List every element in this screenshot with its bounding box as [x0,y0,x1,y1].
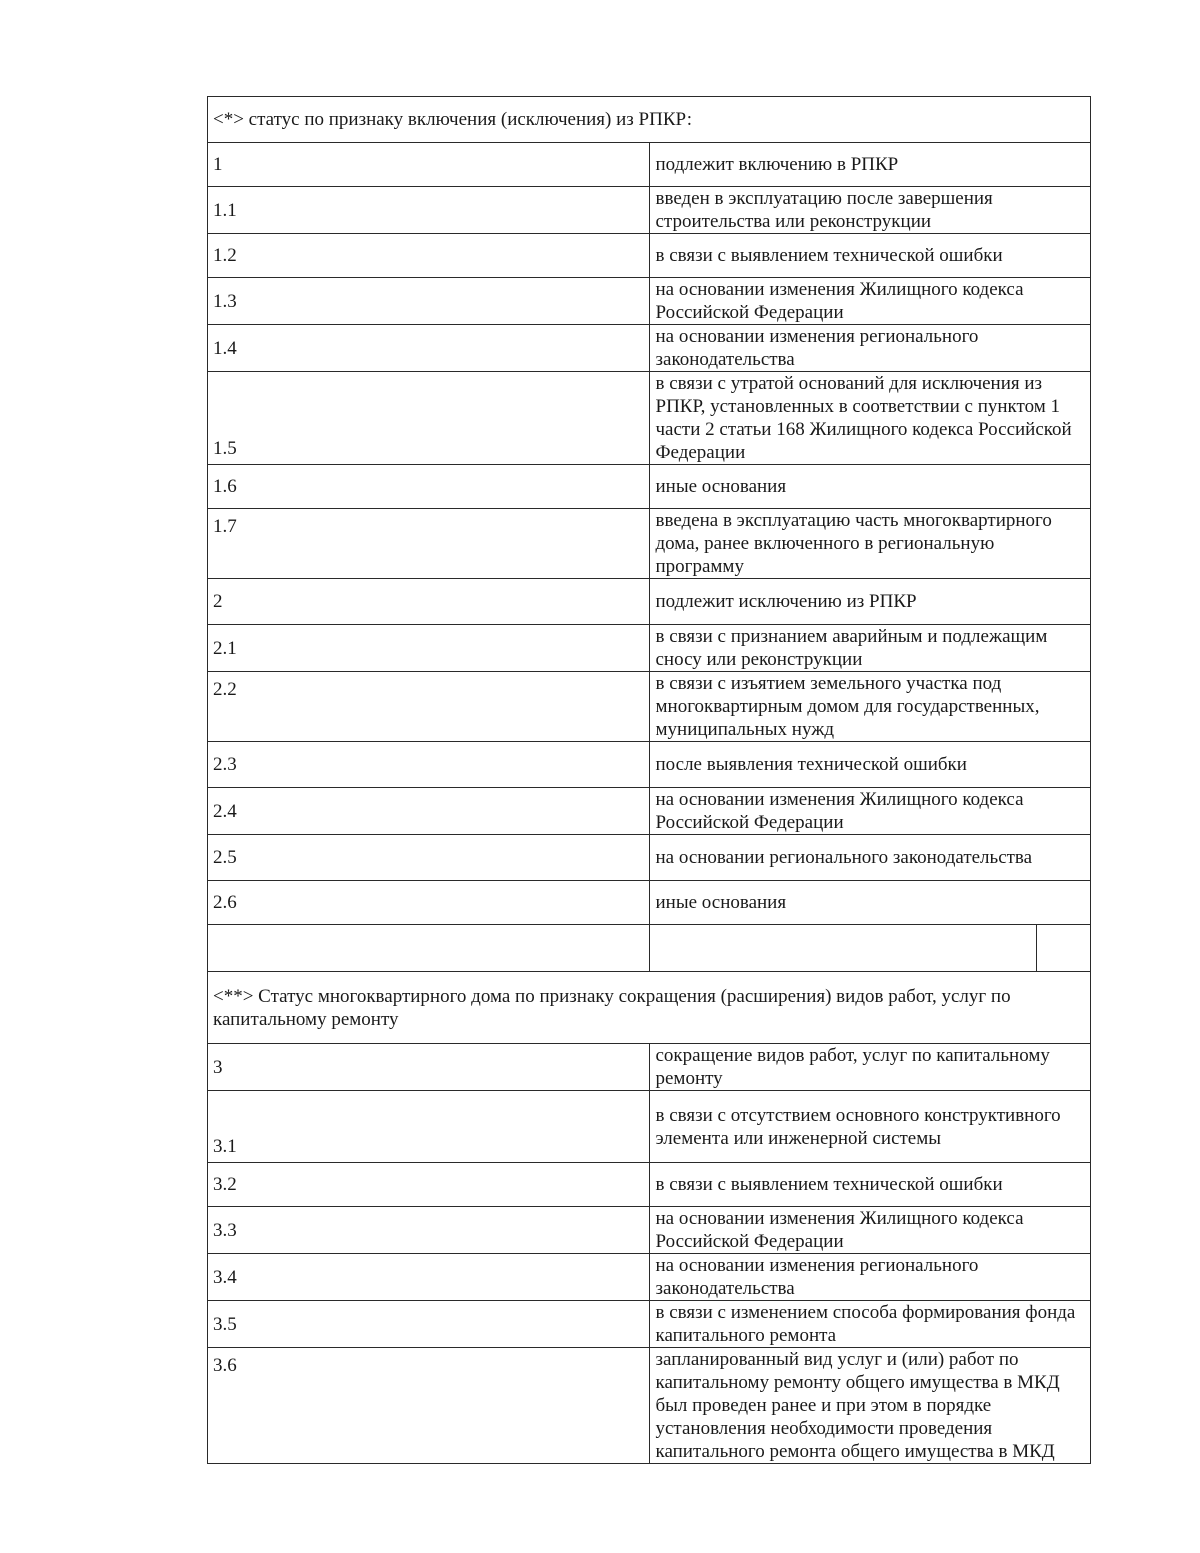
row-text: на основании регионального законодательства [649,835,1091,881]
row-text: в связи с изъятием земельного участка под многоквартирным домом для государственных, муниципальных нужд [649,672,1091,742]
row-code: 2.1 [208,625,650,672]
row-text: запланированный вид услуг и (или) работ по капитальному ремонту общего имущества в МКД был проведен ранее и при этом в порядке установления необходимости проведения капитального ремонта общего имущества в МКД [649,1348,1091,1464]
table-row [208,881,1091,925]
table-row [208,672,1091,742]
row-code: 1.7 [208,509,650,579]
row-text: иные основания [649,465,1091,509]
table-row [208,143,1091,187]
row-text: в связи с признанием аварийным и подлежащим сносу или реконструкции [649,625,1091,672]
row-code: 3.4 [208,1254,650,1301]
table-row [208,234,1091,278]
row-code: 3.6 [208,1348,650,1464]
row-code: 2.6 [208,881,650,925]
row-code: 3.2 [208,1163,650,1207]
row-code: 1.6 [208,465,650,509]
row-code: 2.3 [208,742,650,788]
row-text: в связи с утратой оснований для исключения из РПКР, установленных в соответствии с пунктом 1 части 2 статьи 168 Жилищного кодекса Российской Федерации [649,372,1091,465]
empty-split-cell [649,925,1091,972]
row-text: после выявления технической ошибки [649,742,1091,788]
row-text: иные основания [649,881,1091,925]
row-code: 2 [208,579,650,625]
empty-cell [208,925,650,972]
row-text: на основании изменения регионального законодательства [649,325,1091,372]
table-row [208,509,1091,579]
row-text: на основании изменения Жилищного кодекса Российской Федерации [649,278,1091,325]
table-row [208,465,1091,509]
row-text: на основании изменения Жилищного кодекса Российской Федерации [649,788,1091,835]
row-code: 1.3 [208,278,650,325]
section-header-row [208,97,1091,143]
row-text: сокращение видов работ, услуг по капитальному ремонту [649,1044,1091,1091]
row-code: 1.5 [208,372,650,465]
table-row [208,1301,1091,1348]
row-text: в связи с выявлением технической ошибки [649,234,1091,278]
row-text: в связи с отсутствием основного конструктивного элемента или инженерной системы [649,1091,1091,1163]
table-row [208,372,1091,465]
table-row [208,788,1091,835]
row-code: 1.2 [208,234,650,278]
row-code: 2.2 [208,672,650,742]
row-code: 2.5 [208,835,650,881]
row-text: введена в эксплуатацию часть многоквартирного дома, ранее включенного в региональную программу [649,509,1091,579]
table-row [208,1091,1091,1163]
table-row [208,1044,1091,1091]
row-code: 3.5 [208,1301,650,1348]
table-row [208,325,1091,372]
status-table [207,96,1091,1464]
table-row [208,1163,1091,1207]
table-row [208,278,1091,325]
row-code: 1 [208,143,650,187]
empty-cell-right [1037,925,1085,971]
table-row [208,579,1091,625]
row-text: введен в эксплуатацию после завершения строительства или реконструкции [649,187,1091,234]
empty-row [208,925,1091,972]
row-text: подлежит включению в РПКР [649,143,1091,187]
row-text: в связи с выявлением технической ошибки [649,1163,1091,1207]
table-row [208,742,1091,788]
row-code: 2.4 [208,788,650,835]
row-code: 3.3 [208,1207,650,1254]
table-row [208,187,1091,234]
row-code: 3.1 [208,1091,650,1163]
row-text: подлежит исключению из РПКР [649,579,1091,625]
empty-cell-left [656,925,1037,971]
row-text: в связи с изменением способа формирования фонда капитального ремонта [649,1301,1091,1348]
section-2-title: <**> Статус многоквартирного дома по признаку сокращения (расширения) видов работ, услуг по капитальному ремонту [208,972,1091,1044]
row-text: на основании изменения Жилищного кодекса Российской Федерации [649,1207,1091,1254]
section-header-row [208,972,1091,1044]
row-code: 1.1 [208,187,650,234]
table-row [208,1348,1091,1464]
table-row [208,835,1091,881]
row-code: 3 [208,1044,650,1091]
row-text: на основании изменения регионального законодательства [649,1254,1091,1301]
table-row [208,1254,1091,1301]
table-row [208,625,1091,672]
section-1-title: <*> статус по признаку включения (исключения) из РПКР: [208,97,1091,143]
table-row [208,1207,1091,1254]
row-code: 1.4 [208,325,650,372]
